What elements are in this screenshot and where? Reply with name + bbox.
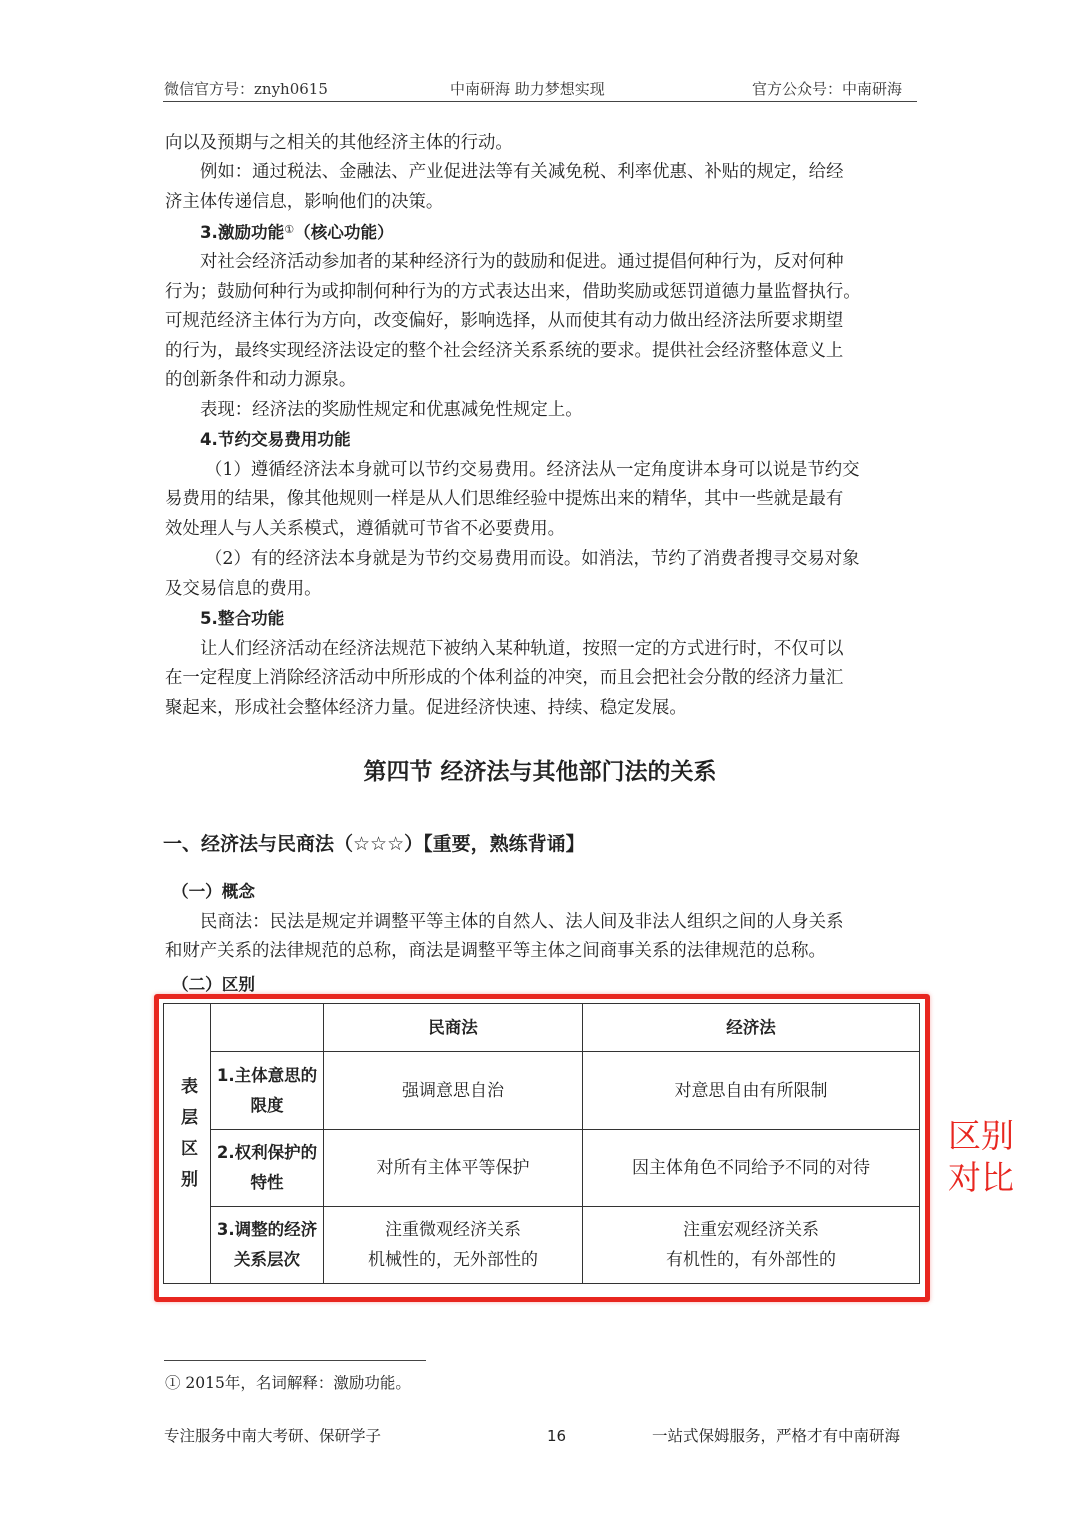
paragraph-line: 济主体传递信息，影响他们的决策。 [165,192,444,212]
heading-transaction-cost: 4.节约交易费用功能 [200,430,351,449]
table-cell: 对所有主体平等保护 [324,1130,583,1207]
subsection-title: 一、经济法与民商法（☆☆☆）【重要，熟练背诵】 [163,833,585,855]
heading-incentive-function [200,218,917,248]
row-label-line: 限度 [250,1095,284,1115]
paragraph-line: 的行为，最终实现经济法设定的整个社会经济关系系统的要求。提供社会经济整体意义上 [165,341,844,361]
paragraph-line: 表现：经济法的奖励性规定和优惠减免性规定上。 [200,400,583,420]
row-label-line: 特性 [250,1173,284,1192]
paragraph-line: 向以及预期与之相关的其他经济主体的行动。 [165,133,513,153]
cell-line: 机械性的，无外部性的 [368,1250,538,1270]
paragraph-line: 及交易信息的费用。 [165,579,322,599]
table-cell: 因主体角色不同给予不同的对待 [583,1130,920,1207]
header-center: 中南研海 助力梦想实现 [450,80,605,98]
paragraph-line: 和财产关系的法律规范的总称，商法是调整平等主体之间商事关系的法律规范的总称。 [165,941,826,961]
paragraph-line: 在一定程度上消除经济活动中所形成的个体利益的冲突，而且会把社会分散的经济力量汇 [165,668,844,688]
sub-heading-concept: （一）概念 [172,882,255,901]
paragraph-line: 民商法：民法是规定并调整平等主体的自然人、法人间及非法人组织之间的人身关系 [200,912,844,932]
header-right: 官方公众号：中南研海 [752,80,903,98]
header-left: 微信官方号：znyh0615 [164,80,328,98]
paragraph-line: 效处理人与人关系模式，遵循就可节省不必要费用。 [165,519,565,539]
paragraph-line: 可规范经济主体行为方向，改变偏好，影响选择，从而使其有动力做出经济法所要求期望 [165,311,844,331]
footer-left: 专注服务中南大考研、保研学子 [164,1427,382,1445]
row-label-line: 2.权利保护的 [216,1143,318,1162]
footnote: ① 2015年，名词解释：激励功能。 [165,1374,411,1392]
paragraph-line: 行为；鼓励何种行为或抑制何种行为的方式表达出来，借助奖励或惩罚道德力量监督执行。 [165,282,861,302]
section-title: 第四节 经济法与其他部门法的关系 [363,759,717,785]
table-cell: 强调意思自治 [324,1052,583,1130]
cell-line: 有机性的，有外部性的 [666,1250,836,1270]
footnote-divider [164,1360,426,1361]
heading-text: 3.激励功能 [200,223,285,242]
side-label: 表层区别 [177,1076,197,1201]
paragraph-line: 聚起来，形成社会整体经济力量。促进经济快速、持续、稳定发展。 [165,698,687,718]
table-cell: 对意思自由有所限制 [583,1052,920,1130]
header-divider [163,101,917,102]
paragraph-line: 对社会经济活动参加者的某种经济行为的鼓励和促进。通过提倡何种行为，反对何种 [200,252,844,272]
paragraph-line: 易费用的结果，像其他规则一样是从人们思维经验中提炼出来的精华，其中一些就是最有 [165,489,844,509]
highlight-box [154,994,930,1302]
paragraph-line: （1）遵循经济法本身就可以节约交易费用。经济法从一定角度讲本身可以说是节约交 [205,460,860,480]
page-number: 16 [547,1427,567,1445]
paragraph-line: 的创新条件和动力源泉。 [165,370,357,390]
footer-right: 一站式保姆服务，严格才有中南研海 [652,1427,901,1445]
annotation-note [948,1115,1038,1199]
row-label-line: 关系层次 [234,1250,300,1269]
annotation-line: 区别 [948,1116,1014,1155]
row-label-line: 1.主体意思的 [216,1065,318,1085]
cell-line: 注重宏观经济关系 [683,1220,819,1240]
paragraph-line: （2）有的经济法本身就是为节约交易费用而设。如消法，节约了消费者搜寻交易对象 [205,549,860,569]
column-header-economic-law: 经济法 [583,1004,920,1052]
heading-tail: （核心功能） [294,223,394,242]
cell-line: 注重微观经济关系 [385,1220,521,1240]
paragraph-line: 例如：通过税法、金融法、产业促进法等有关减免税、利率优惠、补贴的规定，给经 [200,162,844,182]
heading-integration: 5.整合功能 [200,609,285,628]
sub-heading-difference: （二）区别 [172,975,255,992]
footnote-marker: ① [284,223,295,236]
annotation-line: 对比 [948,1158,1014,1197]
column-header-civil-commercial-law: 民商法 [324,1004,583,1052]
row-label-line: 3.调整的经济 [216,1220,318,1239]
paragraph-line: 让人们经济活动在经济法规范下被纳入某种轨道，按照一定的方式进行时，不仅可以 [200,639,844,659]
